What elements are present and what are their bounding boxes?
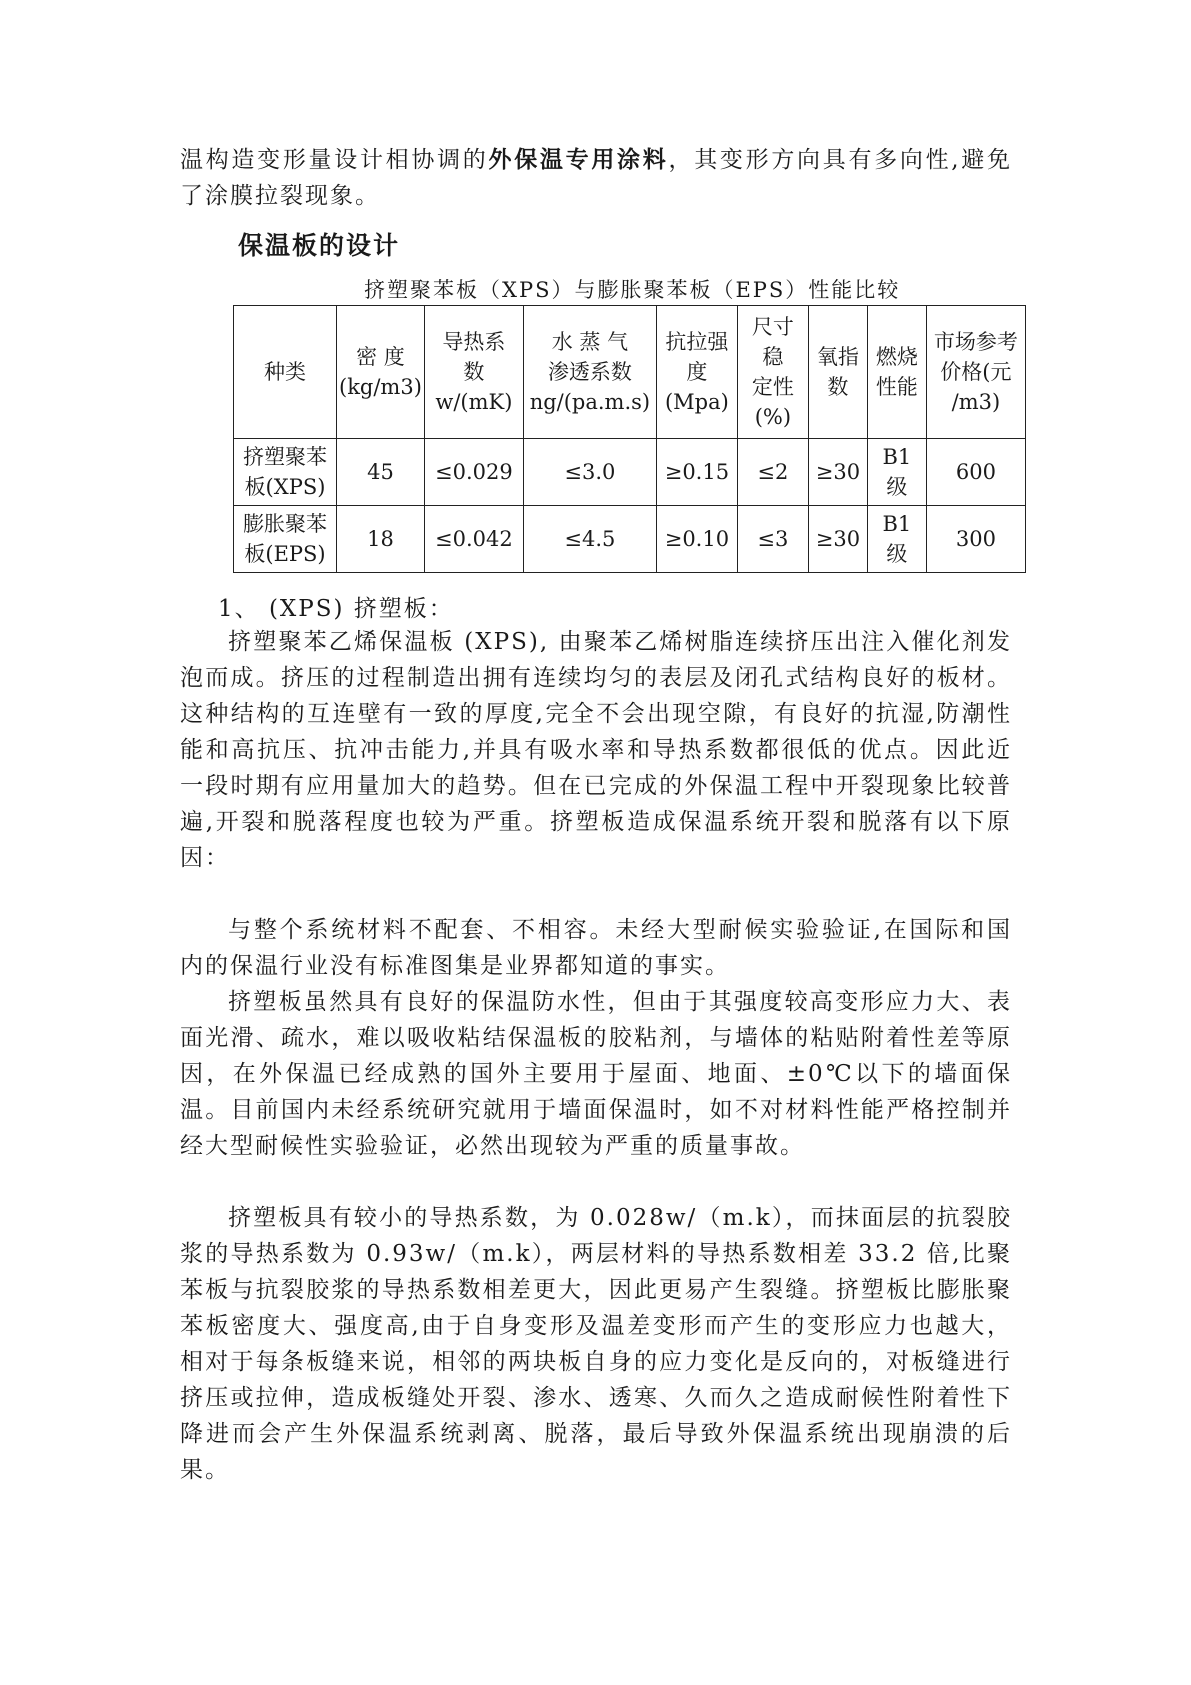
table-caption: 挤塑聚苯板（XPS）与膨胀聚苯板（EPS）性能比较: [364, 278, 901, 302]
table-cell: ≥30: [808, 439, 867, 506]
header-cell: 密 度 (kg/m3): [337, 306, 425, 439]
intro-text-pre: 温构造变形量设计相协调的: [180, 147, 489, 173]
table-cell: ≤4.5: [523, 506, 656, 573]
header-cell: 燃烧 性能: [867, 306, 926, 439]
header-cell: 尺寸 稳 定性 (%): [737, 306, 808, 439]
header-cell: 水 蒸 气 渗透系数 ng/(pa.m.s): [523, 306, 656, 439]
table-cell: B1 级: [867, 439, 926, 506]
performance-table: [233, 305, 1026, 573]
table-cell: ≤3.0: [523, 439, 656, 506]
table-cell: 挤塑聚苯 板(XPS): [234, 439, 337, 506]
table-cell: ≤3: [737, 506, 808, 573]
table-cell: ≤2: [737, 439, 808, 506]
paragraph-thermal-conductivity: 挤塑板具有较小的导热系数，为 0.028w/（m.k），而抹面层的抗裂胶浆的导热系数为 0.93w/（m.k），两层材料的导热系数相差 33.2 倍,比聚苯板与抗裂胶浆的导热系数相差更大，因此更易产生裂缝。挤塑板比膨胀聚苯板密度大、强度高,由于自身变形及温差变形而产生的变形应力也越大，相对于每条板缝来说，相邻的两块板自身的应力变化是反向的，对板缝进行挤压或拉伸，造成板缝处开裂、渗水、透寒、久而久之造成耐候性附着性下降进而会产生外保温系统剥离、脱落，最后导致外保温系统出现崩溃的后果。: [180, 1205, 1012, 1483]
table-cell: 膨胀聚苯 板(EPS): [234, 506, 337, 573]
header-cell: 市场参考 价格(元 /m3): [926, 306, 1025, 439]
table-row: [234, 439, 1026, 506]
paragraph-usage: 挤塑板虽然具有良好的保温防水性，但由于其强度较高变形应力大、表面光滑、疏水，难以吸收粘结保温板的胶粘剂，与墙体的粘贴附着性差等原因，在外保温已经成熟的国外主要用于屋面、地面、±0℃以下的墙面保温。目前国内未经系统研究就用于墙面保温时，如不对材料性能严格控制并经大型耐候性实验验证，必然出现较为严重的质量事故。: [180, 989, 1012, 1159]
table-cell: ≤0.042: [424, 506, 523, 573]
section-heading: 保温板的设计: [238, 231, 401, 260]
table-cell: ≥30: [808, 506, 867, 573]
table-cell: ≥0.15: [656, 439, 737, 506]
table-cell: B1 级: [867, 506, 926, 573]
table-cell: 18: [337, 506, 425, 573]
xps-heading: 1、 (XPS) 挤塑板：: [218, 596, 454, 622]
intro-paragraph: [180, 142, 1012, 214]
table-cell: 45: [337, 439, 425, 506]
header-cell: 种类: [234, 306, 337, 439]
table-cell: 600: [926, 439, 1025, 506]
table-row: [234, 506, 1026, 573]
header-cell: 氧指 数: [808, 306, 867, 439]
intro-text-bold: 外保温专用涂料: [488, 146, 669, 173]
paragraph-xps-description: 挤塑聚苯乙烯保温板 (XPS), 由聚苯乙烯树脂连续挤压出注入催化剂发泡而成。挤压的过程制造出拥有连续均匀的表层及闭孔式结构良好的板材。这种结构的互连壁有一致的厚度,完全不会出现空隙，有良好的抗湿,防潮性能和高抗压、抗冲击能力,并具有吸水率和导热系数都很低的优点。因此近一段时期有应用量加大的趋势。但在已完成的外保温工程中开裂现象比较普遍,开裂和脱落程度也较为严重。挤塑板造成保温系统开裂和脱落有以下原因：: [180, 629, 1012, 871]
intro-text-post: ，其变形方向具有多向性,避免了涂膜拉裂现象。: [180, 147, 1013, 209]
paragraph-compatibility: 与整个系统材料不配套、不相容。未经大型耐候实验验证,在国际和国内的保温行业没有标准图集是业界都知道的事实。: [180, 917, 1012, 979]
table-header-row: [234, 306, 1026, 439]
header-cell: 抗拉强 度 (Mpa): [656, 306, 737, 439]
header-cell: 导热系 数 w/(mK): [424, 306, 523, 439]
table-cell: ≤0.029: [424, 439, 523, 506]
table-cell: ≥0.10: [656, 506, 737, 573]
table-cell: 300: [926, 506, 1025, 573]
